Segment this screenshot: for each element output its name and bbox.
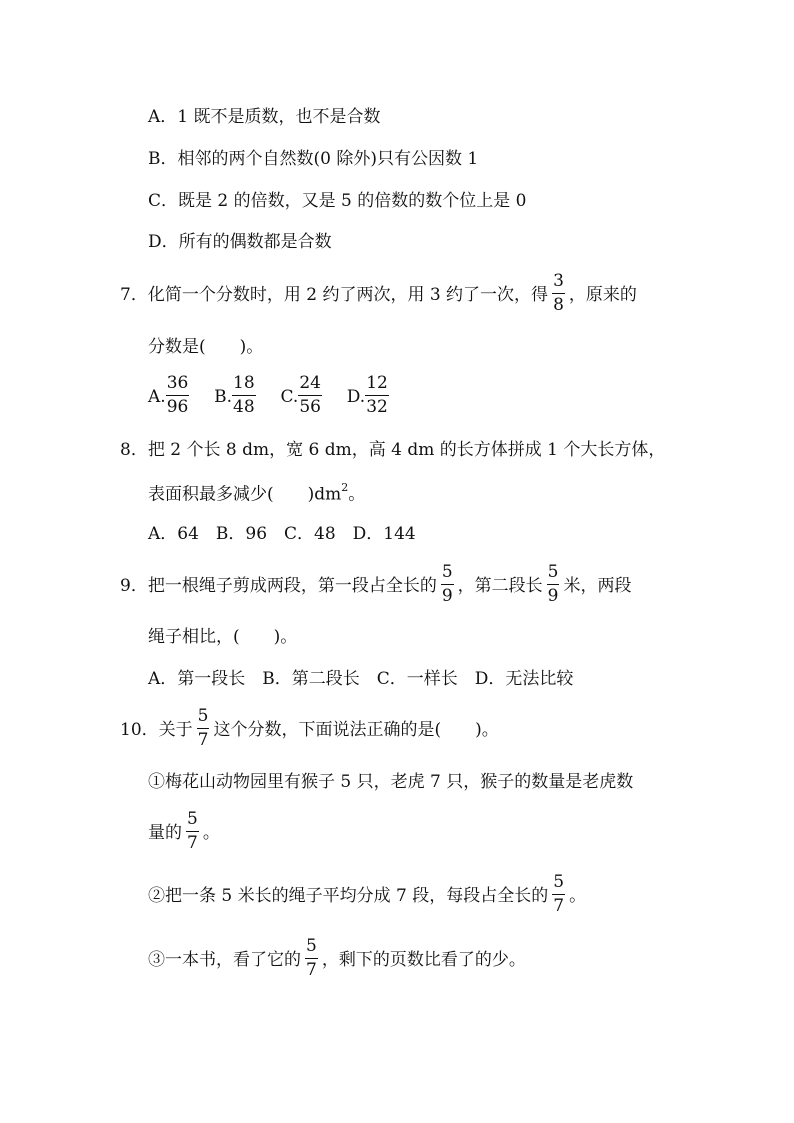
q7-stem-line2: 分数是( )。	[148, 337, 264, 357]
q7-option-d	[346, 373, 393, 417]
q9-stem	[120, 562, 632, 607]
q10-statement-2-fraction	[552, 874, 565, 915]
q7-option-c-denominator: 56	[299, 397, 321, 417]
q7-option-a-label: A.	[148, 387, 166, 407]
q7-option-b-fraction	[232, 375, 256, 416]
q10-statement-1-cont-text: 量的	[148, 823, 182, 843]
q10-statement-1: ①梅花山动物园里有猴子 5 只，老虎 7 只，猴子的数量是老虎数	[148, 772, 634, 792]
q7-stem-text: 7．化简一个分数时，用 2 约了两次，用 3 约了一次，得	[120, 285, 549, 305]
q7-option-c-label: C.	[280, 387, 299, 407]
q7-option-c-fraction	[298, 375, 322, 416]
q7-option-b-label: B.	[214, 387, 233, 407]
q7-option-d-numerator: 12	[365, 375, 389, 396]
q10-statement-2-numerator: 5	[552, 874, 565, 895]
q9-fraction-second-numerator: 5	[547, 564, 560, 585]
q10-statement-3-text: ③一本书，看了它的	[148, 950, 301, 970]
q10-fraction-numerator: 5	[197, 708, 210, 729]
q10-statement-1-numerator: 5	[186, 811, 199, 832]
q7-fraction-denominator: 8	[553, 295, 564, 315]
q9-stem-text: 9．把一根绳子剪成两段，第一段占全长的	[120, 576, 437, 596]
q7-stem-tail: ，原来的	[568, 285, 637, 305]
q9-fraction-first-numerator: 5	[441, 564, 454, 585]
q8-stem-line2	[148, 481, 366, 505]
q10-fraction-denominator: 7	[197, 730, 209, 750]
q6-option-c: C．既是 2 的倍数，又是 5 的倍数的数个位上是 0	[148, 191, 527, 211]
q6-option-b: B．相邻的两个自然数(0 除外)只有公因数 1	[148, 149, 479, 169]
q6-option-d: D．所有的偶数都是合数	[148, 232, 332, 252]
q7-fraction-numerator: 3	[552, 273, 565, 294]
q7-option-b	[214, 373, 260, 417]
q10-statement-1-denominator: 7	[187, 833, 198, 853]
q9-stem-tail: 米，两段	[563, 576, 632, 596]
q10-statement-3-denominator: 7	[306, 960, 317, 980]
q8-stem-line2-end: 。	[348, 484, 366, 505]
q9-stem-middle: ，第二段长	[457, 576, 543, 596]
q8-stem: 8．把 2 个长 8 dm，宽 6 dm，高 4 dm 的长方体拼成 1 个大长方体，	[120, 440, 666, 460]
q10-statement-3-fraction	[305, 938, 318, 979]
q7-fraction	[552, 273, 565, 314]
q7-option-d-fraction	[365, 375, 389, 416]
q10-statement-1-fraction	[186, 811, 199, 852]
q8-stem-line2-text: 表面积最多减少( )dm	[148, 484, 342, 505]
q7-option-b-denominator: 48	[233, 397, 255, 417]
q10-stem-text: 10．关于	[120, 720, 193, 740]
q6-option-a: A．1 既不是质数，也不是合数	[148, 107, 381, 127]
q10-stem-tail: 这个分数，下面说法正确的是( )。	[213, 720, 499, 740]
q10-statement-2-end: 。	[569, 886, 587, 906]
q7-option-c-numerator: 24	[298, 375, 322, 396]
q9-fraction-first-denominator: 9	[441, 586, 453, 606]
q10-statement-3-end: ，剩下的页数比看了的少。	[321, 950, 526, 970]
q10-fraction	[197, 708, 210, 749]
q7-option-d-denominator: 32	[366, 397, 388, 417]
q10-statement-3	[148, 936, 526, 981]
q7-option-a	[148, 373, 193, 417]
q7-options	[148, 373, 393, 418]
q7-option-a-fraction	[166, 375, 190, 416]
q10-statement-2	[148, 872, 587, 917]
q7-option-a-denominator: 96	[166, 397, 189, 417]
q9-fraction-second-denominator: 9	[547, 586, 559, 606]
q10-statement-1-cont	[148, 809, 220, 854]
q9-fraction-second	[547, 564, 560, 605]
q8-options: A．64 B．96 C．48 D．144	[148, 524, 416, 544]
q9-options: A．第一段长 B．第二段长 C．一样长 D．无法比较	[148, 669, 574, 689]
q10-statement-2-denominator: 7	[553, 896, 565, 916]
q10-statement-1-cont-end: 。	[202, 823, 220, 843]
q9-fraction-first	[441, 564, 454, 605]
q7-option-a-numerator: 36	[166, 375, 190, 396]
q8-unit-exponent: 2	[341, 481, 349, 494]
q9-stem-line2: 绳子相比，( )。	[148, 627, 298, 647]
q7-option-c	[280, 373, 326, 417]
q7-option-b-numerator: 18	[232, 375, 256, 396]
q7-stem	[120, 271, 637, 316]
q10-statement-3-numerator: 5	[305, 938, 318, 959]
q10-stem	[120, 706, 499, 751]
q10-statement-2-text: ②把一条 5 米长的绳子平均分成 7 段，每段占全长的	[148, 886, 549, 906]
q7-option-d-label: D.	[346, 387, 366, 407]
